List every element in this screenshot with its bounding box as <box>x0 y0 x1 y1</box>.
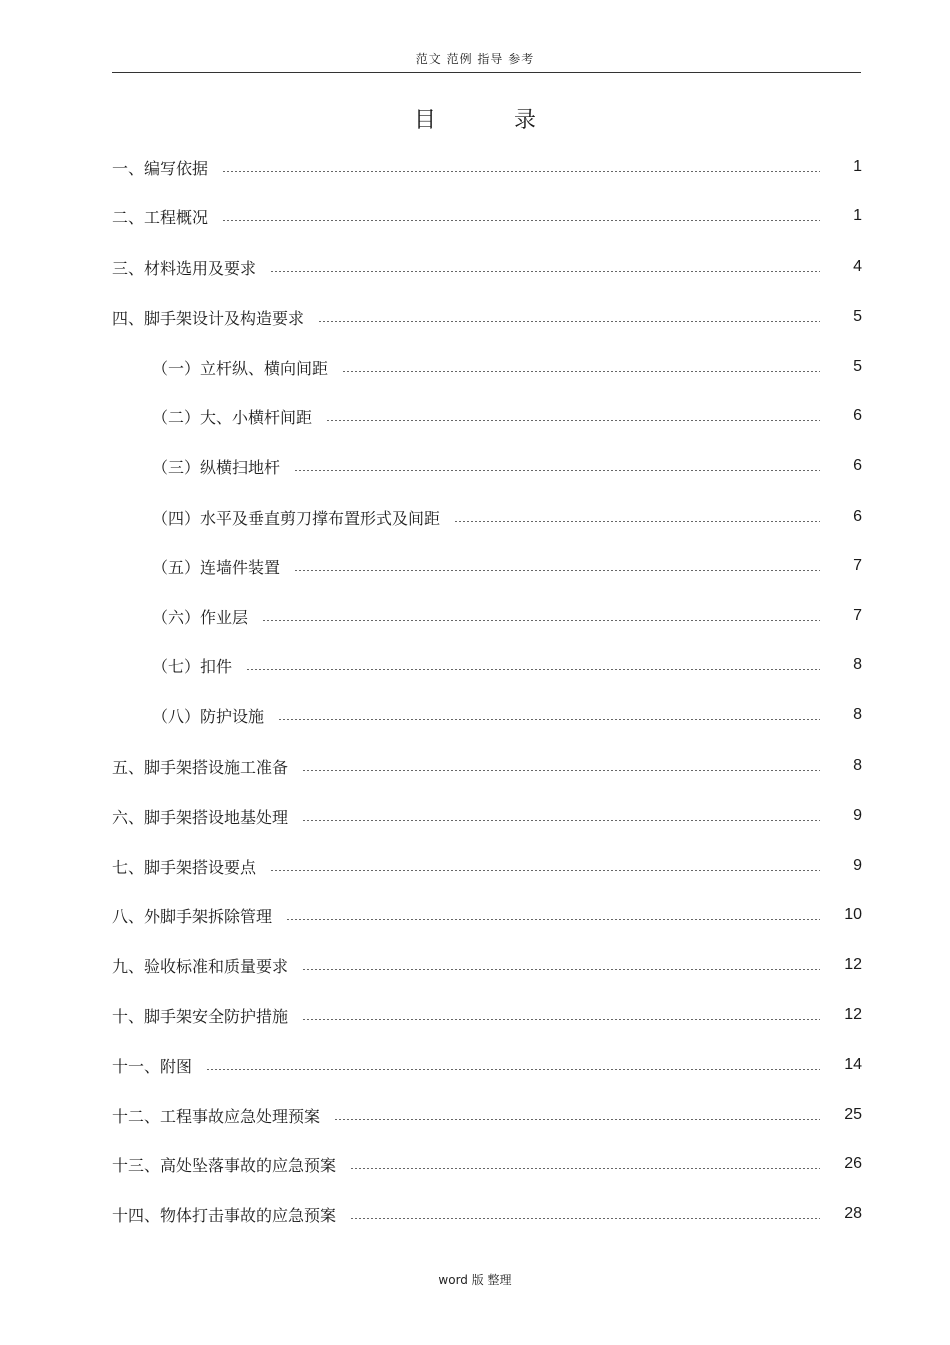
toc-leader-dots <box>302 969 820 970</box>
page-header: 范文 范例 指导 参考 <box>415 52 535 66</box>
toc-entry-page: 14 <box>844 1056 862 1073</box>
toc-subentry[interactable] <box>152 653 862 677</box>
toc-entry-page: 5 <box>853 358 862 375</box>
toc-entry-page: 25 <box>844 1106 862 1123</box>
toc-leader-dots <box>206 1069 820 1070</box>
toc-entry[interactable] <box>112 754 862 778</box>
toc-entry-page: 12 <box>844 956 862 973</box>
toc-entry-page: 12 <box>844 1006 862 1023</box>
toc-entry[interactable] <box>112 854 862 878</box>
toc-leader-dots <box>278 719 820 720</box>
toc-entry-label: 十四、物体打击事故的应急预案 <box>112 1205 337 1225</box>
toc-leader-dots <box>302 770 820 771</box>
toc-entry-label: （五）连墙件装置 <box>152 557 281 577</box>
toc-entry-page: 8 <box>853 656 862 673</box>
toc-leader-dots <box>270 271 820 272</box>
toc-entry-label: 五、脚手架搭设施工准备 <box>112 757 289 777</box>
toc-entry[interactable] <box>112 804 862 828</box>
toc-leader-dots <box>318 321 820 322</box>
toc-leader-dots <box>302 820 820 821</box>
toc-leader-dots <box>262 620 820 621</box>
toc-entry-label: 二、工程概况 <box>112 207 209 227</box>
toc-entry[interactable] <box>112 1053 862 1077</box>
toc-entry-label: 十一、附图 <box>112 1056 193 1076</box>
toc-entry[interactable] <box>112 204 862 228</box>
toc-entry[interactable] <box>112 155 862 179</box>
toc-entry-page: 6 <box>853 508 862 525</box>
toc-leader-dots <box>222 171 820 172</box>
toc-entry-label: （八）防护设施 <box>152 706 265 726</box>
toc-entry-label: 四、脚手架设计及构造要求 <box>112 308 305 328</box>
toc-entry-page: 9 <box>853 857 862 874</box>
toc-leader-dots <box>302 1019 820 1020</box>
toc-entry-label: 十二、工程事故应急处理预案 <box>112 1106 321 1126</box>
toc-entry-label: 三、材料选用及要求 <box>112 258 257 278</box>
toc-leader-dots <box>350 1168 820 1169</box>
toc-entry-page: 4 <box>853 258 862 275</box>
toc-entry-page: 6 <box>853 457 862 474</box>
toc-entry[interactable] <box>112 1152 862 1176</box>
toc-entry-page: 10 <box>844 906 862 923</box>
toc-entry-label: 八、外脚手架拆除管理 <box>112 906 273 926</box>
toc-entry-page: 26 <box>844 1155 862 1172</box>
page-footer: word 版 整理 <box>438 1273 512 1287</box>
toc-entry-label: （七）扣件 <box>152 656 233 676</box>
toc-entry-label: 十三、高处坠落事故的应急预案 <box>112 1155 337 1175</box>
toc-leader-dots <box>342 371 820 372</box>
toc-leader-dots <box>270 870 820 871</box>
toc-entry[interactable] <box>112 1202 862 1226</box>
toc-entry-page: 9 <box>853 807 862 824</box>
toc-entry-label: 一、编写依据 <box>112 158 209 178</box>
toc-entry-label: 七、脚手架搭设要点 <box>112 857 257 877</box>
toc-leader-dots <box>454 521 820 522</box>
toc-entry-page: 6 <box>853 407 862 424</box>
toc-leader-dots <box>222 220 820 221</box>
toc-entry-label: （一）立杆纵、横向间距 <box>152 358 329 378</box>
toc-entry-page: 7 <box>853 607 862 624</box>
toc-entry[interactable] <box>112 1003 862 1027</box>
toc-subentry[interactable] <box>152 505 862 529</box>
toc-entry[interactable] <box>112 903 862 927</box>
toc-entry-label: （四）水平及垂直剪刀撑布置形式及间距 <box>152 508 441 528</box>
toc-leader-dots <box>246 669 820 670</box>
toc-entry-label: （六）作业层 <box>152 607 249 627</box>
toc-entry[interactable] <box>112 953 862 977</box>
toc-subentry[interactable] <box>152 554 862 578</box>
toc-entry-page: 8 <box>853 757 862 774</box>
toc-entry-page: 8 <box>853 706 862 723</box>
toc-entry-page: 28 <box>844 1205 862 1222</box>
toc-subentry[interactable] <box>152 703 862 727</box>
toc-entry[interactable] <box>112 305 862 329</box>
toc-subentry[interactable] <box>152 404 862 428</box>
toc-entry-label: 六、脚手架搭设地基处理 <box>112 807 289 827</box>
toc-entry-label: 九、验收标准和质量要求 <box>112 956 289 976</box>
toc-leader-dots <box>350 1218 820 1219</box>
toc-entry-page: 1 <box>853 207 862 224</box>
toc-leader-dots <box>334 1119 820 1120</box>
toc-entry-page: 1 <box>853 158 862 175</box>
toc-title: 目录 <box>413 108 614 133</box>
toc-subentry[interactable] <box>152 454 862 478</box>
toc-leader-dots <box>286 919 820 920</box>
toc-entry-page: 5 <box>853 308 862 325</box>
toc-entry-page: 7 <box>853 557 862 574</box>
toc-leader-dots <box>294 570 820 571</box>
toc-entry-label: （三）纵横扫地杆 <box>152 457 281 477</box>
toc-entry[interactable] <box>112 1103 862 1127</box>
toc-leader-dots <box>326 420 820 421</box>
toc-subentry[interactable] <box>152 604 862 628</box>
toc-entry-label: （二）大、小横杆间距 <box>152 407 313 427</box>
toc-entry-label: 十、脚手架安全防护措施 <box>112 1006 289 1026</box>
toc-leader-dots <box>294 470 820 471</box>
toc-entry[interactable] <box>112 255 862 279</box>
toc-subentry[interactable] <box>152 355 862 379</box>
